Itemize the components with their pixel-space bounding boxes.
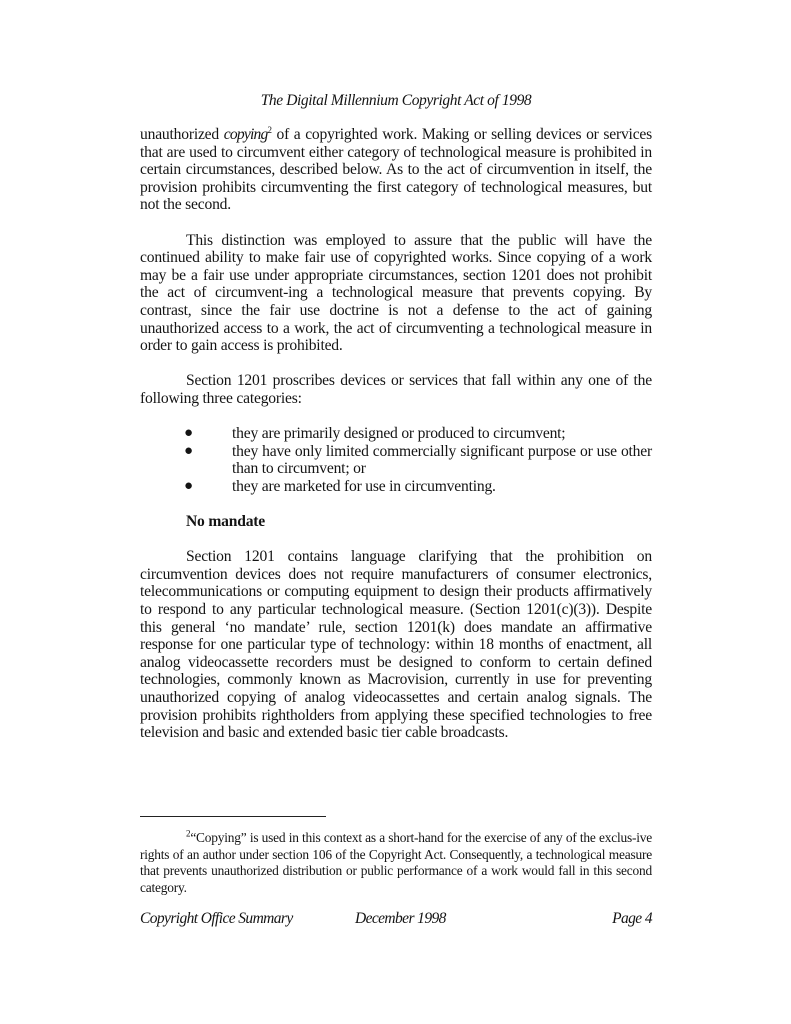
footnote-separator (140, 816, 326, 817)
bullet-item (140, 443, 652, 478)
paragraph-3: Section 1201 proscribes devices or services that fall within any one of the following three categories: (140, 372, 652, 407)
bullet-text: they have only limited commercially significant purpose or use other than to circumvent; or (232, 442, 652, 478)
italic-term-copying: copying (223, 126, 268, 143)
paragraph-2: This distinction was employed to assure that the public will have the continued ability to make fair use of copyrighted works. Since copying of a work may be a fair use under appropriate circumstances, section 1201 does not prohibit the act of circumvent-ing a technological measure that prevents copying. By contrast, since the fair use doctrine is not a defense to the act of gaining unauthorized access to a work, the act of circumventing a technological measure in order to gain access is prohibited. (140, 231, 652, 355)
footnote-number: 2 (186, 828, 191, 839)
paragraph-1 (140, 126, 652, 214)
footer-publication: Copyright Office Summary (140, 910, 293, 927)
bullet-icon: ● (184, 477, 193, 494)
paragraph-1-rest: of a copyrighted work. Making or selling devices or services that are used to circumvent either category of technological measure is prohibited in certain circumstances, described below. As to the act of circumvention in itself, the provision prohibits circumventing the first category of technological measures, but not the second. (140, 126, 652, 214)
page-footer (140, 910, 652, 930)
bullet-item (140, 425, 652, 443)
footer-page-number: Page 4 (612, 910, 652, 927)
footnote-reference[interactable]: 2 (267, 124, 272, 135)
bullet-text: they are marketed for use in circumventing. (232, 477, 496, 495)
paragraph-4: Section 1201 contains language clarifying that the prohibition on circumvention devices does not require manufacturers of consumer electronics, telecommunications or computing equipment to design their products affirmatively to respond to any particular technological measure. (Section 1201(c)(3)). Despite this general ‘no mandate’ rule, section 1201(k) does mandate an affirmative response for one particular type of technology: within 18 months of enactment, all analog videocassette recorders must be designed to conform to certain defined technologies, commonly known as Macrovision, currently in use for preventing unauthorized copying of analog videocassettes and certain analog signals. The provision prohibits rightholders from applying these specified technologies to free television and basic and extended basic tier cable broadcasts. (140, 548, 652, 742)
running-header-title: The Digital Millennium Copyright Act of 1998 (260, 92, 532, 109)
bullet-item (140, 478, 652, 496)
footer-date: December 1998 (355, 910, 446, 927)
bullet-text: they are primarily designed or produced to circumvent; (232, 425, 566, 443)
category-bullet-list (140, 425, 652, 495)
bullet-icon: ● (184, 442, 193, 459)
footnote (140, 830, 652, 896)
paragraph-1-lead: unauthorized (140, 126, 224, 143)
section-heading-no-mandate: No mandate (186, 513, 265, 531)
footnote-text: “Copying” is used in this context as a short-hand for the exercise of any of the exclus-ive rights of an author under section 106 of the Copyright Act. Consequently, a technological measure that prevents unauthorized distribution or public performance of a work would fall in this second category. (140, 830, 652, 895)
body-text (140, 126, 652, 759)
bullet-icon: ● (184, 425, 193, 442)
